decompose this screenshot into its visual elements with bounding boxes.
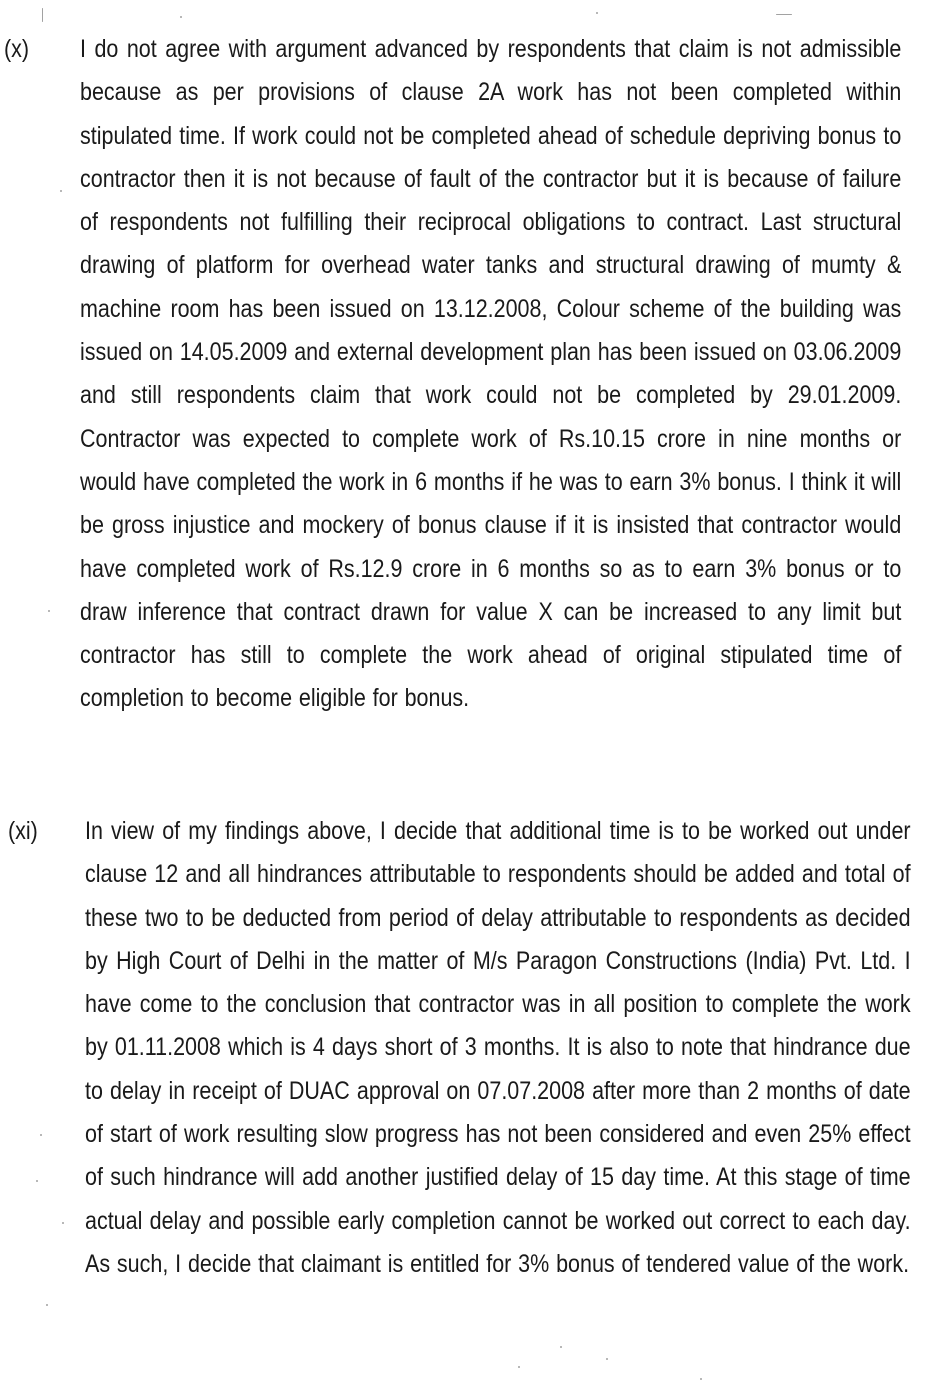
scan-speck [36, 1180, 38, 1182]
scan-speck [42, 8, 43, 22]
paragraph-text: I do not agree with argument advanced by respondents that claim is not admissible because as per provisions of clause 2A work has not been completed within stipulated time. If work could not be completed ahead of schedule depriving bonus to contractor then it is not because of fault of the contractor but it is because of failure of respondents not fulfilling their reciprocal obligations to contract. Last structural drawing of platform for overhead water tanks and structural drawing of mumty & machine room has been issued on 13.12.2008, Colour scheme of the building was issued on 14.05.2009 and external development plan has been issued on 03.06.2009 and still respondents claim that work could not be completed by 29.01.2009. Contractor was expected to complete work of Rs.10.15 crore in nine months or would have completed the work in 6 months if he was to earn 3% bonus. I think it will be gross injustice and mockery of bonus clause if it is insisted that contractor would have completed work of Rs.12.9 crore in 6 months so as to earn 3% bonus or to draw inference that contract drawn for value X can be increased to any limit but contractor has still to complete the work ahead of original stipulated time of completion to become eligible for bonus. [80, 35, 902, 713]
scan-speck [46, 1304, 48, 1306]
scan-speck [518, 1366, 520, 1368]
scan-speck [60, 190, 62, 192]
scan-speck [700, 1378, 702, 1380]
paragraph-text: In view of my findings above, I decide that additional time is to be worked out under clause 12 and all hindrances attributable to respondents should be added and total of these two to be deducted from period of delay attributable to respondents as decided by High Court of Delhi in the matter of M/s Paragon Constructions (India) Pvt. Ltd. I have come to the conclusion that contractor was in all position to complete the work by 01.11.2008 which is 4 days short of 3 months. It is also to note that hindrance due to delay in receipt of DUAC approval on 07.07.2008 after more than 2 months of date of start of work resulting slow progress has not been considered and even 25% effect of such hindrance will add another justified delay of 15 day time. At this stage of time actual delay and possible early completion cannot be worked out correct to each day. As such, I decide that claimant is entitled for 3% bonus of tendered value of the work. [85, 817, 911, 1278]
paragraph-marker: (x) [4, 35, 30, 63]
scan-speck [776, 14, 792, 15]
scan-speck [62, 1222, 64, 1224]
paragraph-marker: (xi) [8, 817, 38, 845]
scan-speck [560, 1346, 562, 1348]
scan-speck [596, 12, 598, 14]
scan-speck [48, 610, 50, 612]
scan-speck [40, 1134, 42, 1136]
scan-speck [180, 16, 182, 18]
scan-speck [606, 1358, 608, 1360]
